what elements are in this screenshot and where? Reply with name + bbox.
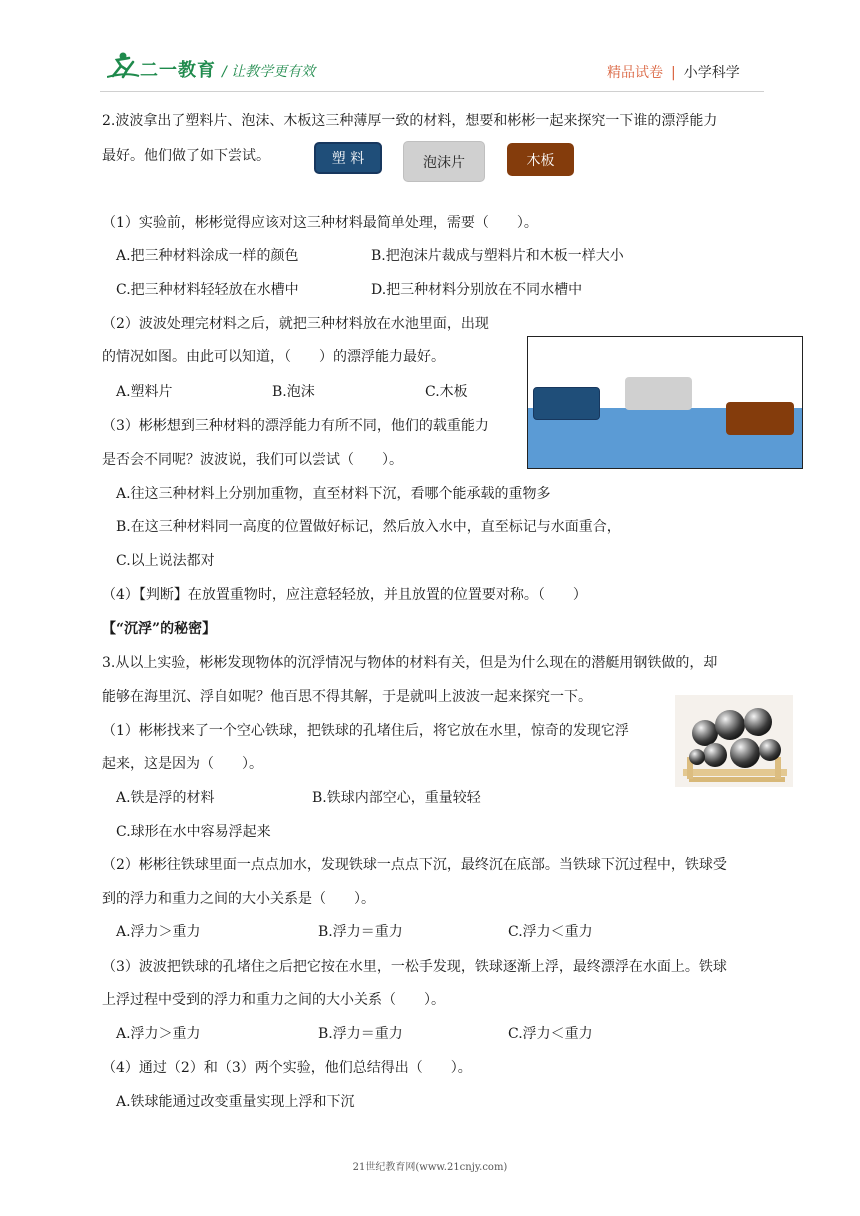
q3-p2-option-b: B.浮力＝重力 xyxy=(318,924,403,940)
q2-p1-option-d: D.把三种材料分别放在不同水槽中 xyxy=(371,282,583,298)
q2-p1-option-a: A.把三种材料涂成一样的颜色 xyxy=(116,248,299,264)
q2-p1-option-c: C.把三种材料轻轻放在水槽中 xyxy=(116,282,299,298)
water-tank-figure xyxy=(527,336,803,469)
q2-p2-line2: 的情况如图。由此可以知道，（ ）的漂浮能力最好。 xyxy=(102,349,445,365)
q2-p3-option-b: B.在这三种材料同一高度的位置做好标记，然后放入水中，直至标记与水面重合， xyxy=(116,519,621,535)
q2-p3-line1: （3）彬彬想到三种材料的漂浮能力有所不同，他们的载重能力 xyxy=(102,418,489,434)
q3-p4-option-a: A.铁球能通过改变重量实现上浮和下沉 xyxy=(116,1094,355,1110)
q2-p3-option-c: C.以上说法都对 xyxy=(116,553,215,569)
material-foam: 泡沫片 xyxy=(403,141,485,182)
page-footer: 21世纪教育网(www.21cnjy.com) xyxy=(352,1162,508,1173)
q2-intro-line2: 最好。他们做了如下尝试。 xyxy=(102,148,270,164)
material-plastic: 塑 料 xyxy=(314,142,382,174)
q2-intro-line1: 2.波波拿出了塑料片、泡沫、木板这三种薄厚一致的材料，想要和彬彬一起来探究一下谁的漂浮能力 xyxy=(102,113,718,129)
q3-intro-line2: 能够在海里沉、浮自如呢？他百思不得其解，于是就叫上波波一起来探究一下。 xyxy=(102,689,592,705)
logo-text: 二一教育 xyxy=(140,60,216,81)
q3-p3-option-c: C.浮力＜重力 xyxy=(508,1026,593,1042)
q3-p2-line2: 到的浮力和重力之间的大小关系是（ ）。 xyxy=(102,891,375,907)
q2-p1: （1）实验前，彬彬觉得应该对这三种材料最简单处理，需要（ ）。 xyxy=(102,215,538,231)
q3-p4: （4）通过（2）和（3）两个实验，他们总结得出（ ）。 xyxy=(102,1060,472,1076)
q3-intro-line1: 3.从以上实验，彬彬发现物体的沉浮情况与物体的材料有关，但是为什么现在的潜艇用钢铁做的，却 xyxy=(102,655,718,671)
q3-p1-option-c: C.球形在水中容易浮起来 xyxy=(116,824,271,840)
q3-p2-line1: （2）彬彬往铁球里面一点点加水，发现铁球一点点下沉，最终沉在底部。当铁球下沉过程中，铁球受 xyxy=(102,857,727,873)
q3-p3-line1: （3）波波把铁球的孔堵住之后把它按在水里，一松手发现，铁球逐渐上浮，最终漂浮在水面上。铁球 xyxy=(102,959,727,975)
q3-p1-line1: （1）彬彬找来了一个空心铁球，把铁球的孔堵住后，将它放在水里，惊奇的发现它浮 xyxy=(102,723,629,739)
header-divider xyxy=(100,91,764,92)
q3-p3-line2: 上浮过程中受到的浮力和重力之间的大小关系（ ）。 xyxy=(102,992,445,1008)
header-separator: | xyxy=(671,65,676,81)
q2-p3-option-a: A.往这三种材料上分别加重物，直至材料下沉，看哪个能承载的重物多 xyxy=(116,486,551,502)
q2-p2-option-b: B.泡沫 xyxy=(272,384,315,400)
q3-p1-option-b: B.铁球内部空心，重量较轻 xyxy=(312,790,481,806)
q3-p1-option-a: A.铁是浮的材料 xyxy=(116,790,215,806)
q2-p2-option-a: A.塑料片 xyxy=(116,384,173,400)
brand-label: 精品试卷 xyxy=(607,65,663,81)
q2-p2-line1: （2）波波处理完材料之后，就把三种材料放在水池里面，出现 xyxy=(102,316,489,332)
q3-p3-option-a: A.浮力＞重力 xyxy=(116,1026,201,1042)
subject-label: 小学科学 xyxy=(683,65,740,81)
slogan: / 让教学更有效 xyxy=(222,64,316,80)
q3-p2-option-a: A.浮力＞重力 xyxy=(116,924,201,940)
material-wood: 木板 xyxy=(507,143,574,176)
iron-balls-photo xyxy=(675,695,793,787)
floating-plastic-block xyxy=(533,387,600,420)
q3-p2-option-c: C.浮力＜重力 xyxy=(508,924,593,940)
q2-p4: （4）【判断】在放置重物时，应注意轻轻放，并且放置的位置要对称。（ ） xyxy=(102,587,587,603)
q3-p1-line2: 起来，这是因为（ ）。 xyxy=(102,756,263,772)
floating-foam-block xyxy=(625,377,692,410)
header-right xyxy=(607,62,740,82)
q2-p2-option-c: C.木板 xyxy=(425,384,468,400)
section-title: 【“沉浮”的秘密】 xyxy=(102,621,217,637)
q2-p1-option-b: B.把泡沫片裁成与塑料片和木板一样大小 xyxy=(371,248,624,264)
floating-wood-block xyxy=(726,402,794,435)
q2-p3-line2: 是否会不同呢？波波说，我们可以尝试（ ）。 xyxy=(102,452,403,468)
q3-p3-option-b: B.浮力＝重力 xyxy=(318,1026,403,1042)
